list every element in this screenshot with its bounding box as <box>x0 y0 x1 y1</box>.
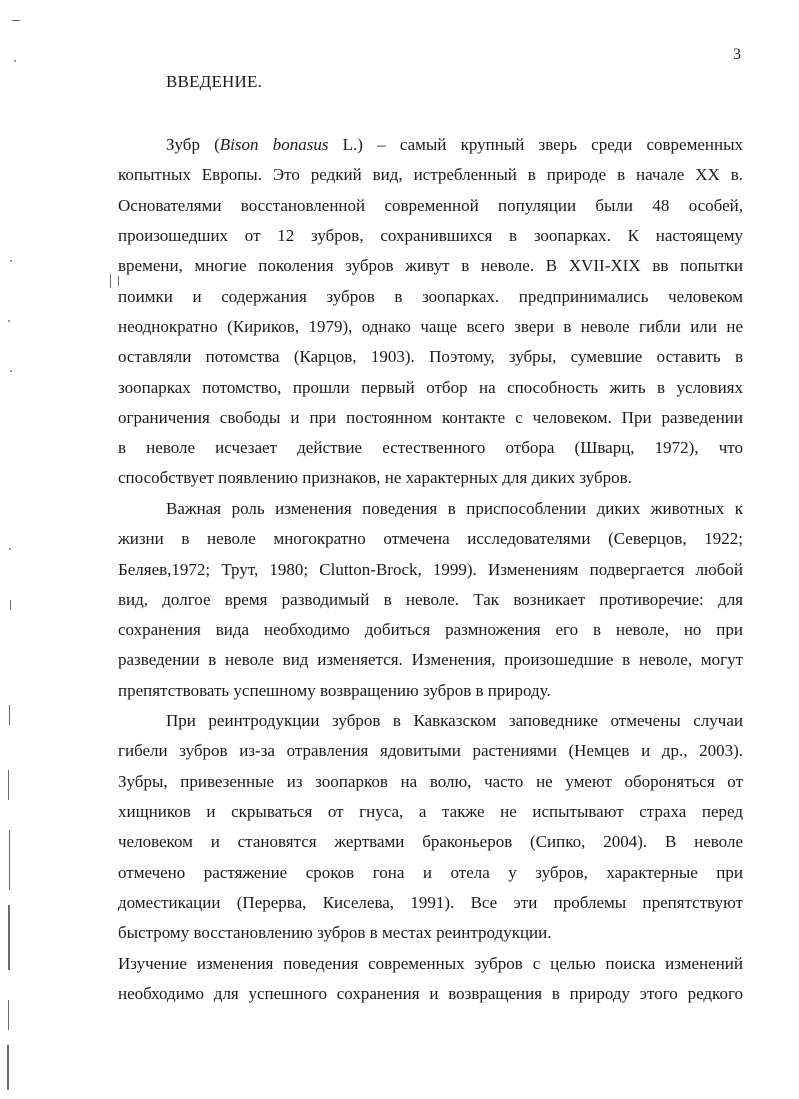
text-line: времени, многие поколения зубров живут в неволе. В XVII-XIX вв попытки <box>118 256 743 275</box>
text-line: в неволе исчезает действие естественного отбора (Шварц, 1972), что <box>118 438 743 457</box>
scan-dot <box>10 370 12 372</box>
text-line: поимки и содержания зубров в зоопарках. предпринимались человеком <box>118 287 743 306</box>
text-line: Беляев,1972; Трут, 1980; Clutton-Brock, 1999). Изменениям подвергается любой <box>118 560 743 579</box>
scan-dot <box>8 320 10 322</box>
text-line: отмечено растяжение сроков гона и отела у зубров, характерные при <box>118 863 743 882</box>
text-line: разведении в неволе вид изменяется. Изменения, произошедшие в неволе, могут <box>118 650 743 669</box>
scan-mark <box>8 905 10 970</box>
scan-mark <box>8 1000 9 1030</box>
text-line: копытных Европы. Это редкий вид, истребленный в природе в начале XX в. <box>118 165 743 184</box>
scan-dot <box>14 60 16 62</box>
text-line: препятствовать успешному возвращению зубров в природу. <box>118 681 551 700</box>
text-line: необходимо для успешного сохранения и возвращения в природу этого редкого <box>118 984 743 1003</box>
text-line: неоднократно (Кириков, 1979), однако чаще всего звери в неволе гибли или не <box>118 317 743 336</box>
section-title: ВВЕДЕНИЕ. <box>166 72 263 91</box>
scan-dot <box>10 260 12 262</box>
text-line: оставляли потомства (Карцов, 1903). Поэтому, зубры, сумевшие оставить в <box>118 347 743 366</box>
text-line: гибели зубров из-за отравления ядовитыми растениями (Немцев и др., 2003). <box>118 741 743 760</box>
text-line: вид, долгое время разводимый в неволе. Так возникает противоречие: для <box>118 590 743 609</box>
text-line: ограничения свободы и при постоянном контакте с человеком. При разведении <box>118 408 743 427</box>
scan-mark <box>8 770 9 800</box>
text-line: жизни в неволе многократно отмечена исследователями (Северцов, 1922; <box>118 529 743 548</box>
scan-dot <box>9 548 11 550</box>
text-line: произошедших от 12 зубров, сохранившихся в зоопарках. К настоящему <box>118 226 743 245</box>
text-line: зоопарках потомство, прошли первый отбор на способность жить в условиях <box>118 378 743 397</box>
text-line: Важная роль изменения поведения в приспособлении диких животных к <box>166 499 743 518</box>
text-line: человеком и становятся жертвами браконьеров (Сипко, 2004). В неволе <box>118 832 743 851</box>
scan-mark <box>118 276 119 286</box>
scan-mark <box>10 600 11 610</box>
text-line: способствует появлению признаков, не характерных для диких зубров. <box>118 468 632 487</box>
text-line: Основателями восстановленной современной популяции были 48 особей, <box>118 196 743 215</box>
text-line: Изучение изменения поведения современных зубров с целью поиска изменений <box>118 954 743 973</box>
scan-mark <box>9 705 10 725</box>
text-line: При реинтродукции зубров в Кавказском заповеднике отмечены случаи <box>166 711 743 730</box>
page-number: 3 <box>733 46 741 63</box>
text-line: Зубры, привезенные из зоопарков на волю, часто не умеют обороняться от <box>118 772 743 791</box>
scan-mark <box>7 1045 9 1090</box>
text-line: Зубр (Bison bonasus L.) – самый крупный зверь среди современных <box>166 135 743 154</box>
text-line: хищников и скрываться от гнуса, а также не испытывают страха перед <box>118 802 743 821</box>
scan-mark <box>12 20 20 21</box>
text-line: быстрому восстановлению зубров в местах реинтродукции. <box>118 923 552 942</box>
scan-mark <box>110 274 111 288</box>
text-line: сохранения вида необходимо добиться размножения его в неволе, но при <box>118 620 743 639</box>
text-line: доместикации (Перерва, Киселева, 1991). Все эти проблемы препятствуют <box>118 893 743 912</box>
scan-mark <box>9 830 10 890</box>
